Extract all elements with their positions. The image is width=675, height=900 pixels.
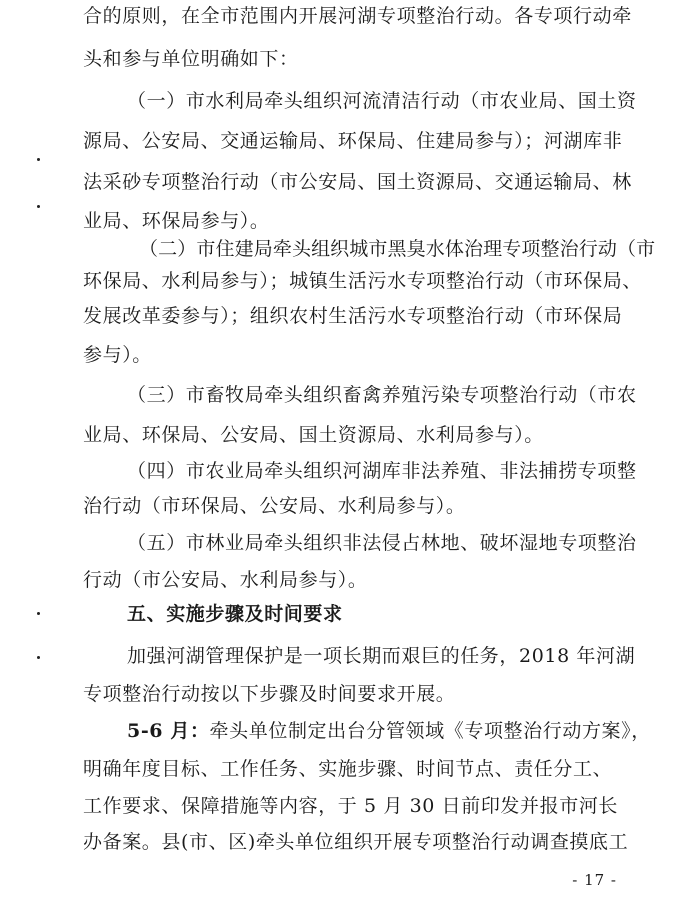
list-item-3-line: 业局、环保局、公安局、国土资源局、水利局参与）。 bbox=[83, 424, 544, 446]
list-item-1-line: 法采砂专项整治行动（市公安局、国土资源局、交通运输局、林 bbox=[83, 171, 632, 193]
paragraph-line: 合的原则，在全市范围内开展河湖专项整治行动。各专项行动牵 bbox=[83, 5, 632, 27]
paragraph-line: 头和参与单位明确如下： bbox=[83, 48, 299, 70]
step-line bbox=[127, 719, 651, 743]
margin-mark bbox=[37, 205, 40, 208]
paragraph-line: 加强河湖管理保护是一项长期而艰巨的任务，2018 年河湖 bbox=[127, 645, 636, 667]
list-item-5-line: （五）市林业局牵头组织非法侵占林地、破坏湿地专项整治 bbox=[127, 532, 637, 554]
list-item-1-line: 源局、公安局、交通运输局、环保局、住建局参与）；河湖库非 bbox=[83, 130, 623, 152]
step-label: 5-6 月： bbox=[127, 720, 210, 742]
list-item-1-line: 业局、环保局参与）。 bbox=[83, 210, 270, 232]
list-item-1-line: （一）市水利局牵头组织河流清洁行动（市农业局、国土资 bbox=[127, 90, 637, 112]
list-item-4-line: （四）市农业局牵头组织河湖库非法养殖、非法捕捞专项整 bbox=[127, 460, 637, 482]
list-item-2-line: （二）市住建局牵头组织城市黑臭水体治理专项整治行动（市 bbox=[139, 238, 656, 260]
list-item-3-line: （三）市畜牧局牵头组织畜禽养殖污染专项整治行动（市农 bbox=[127, 384, 637, 406]
section-heading: 五、实施步骤及时间要求 bbox=[127, 603, 343, 625]
list-item-5-line: 行动（市公安局、水利局参与）。 bbox=[83, 569, 368, 591]
list-item-2-line: 环保局、水利局参与）；城镇生活污水专项整治行动（市环保局、 bbox=[83, 270, 642, 292]
step-text: 牵头单位制定出台分管领域《专项整治行动方案》， bbox=[209, 720, 651, 742]
margin-mark bbox=[37, 158, 40, 161]
margin-mark bbox=[37, 656, 40, 659]
list-item-2-line: 参与）。 bbox=[83, 344, 152, 366]
list-item-4-line: 治行动（市环保局、公安局、水利局参与）。 bbox=[83, 495, 466, 517]
margin-mark bbox=[37, 612, 40, 615]
page-number: - 17 - bbox=[572, 871, 617, 889]
step-line: 明确年度目标、工作任务、实施步骤、时间节点、责任分工、 bbox=[83, 758, 613, 780]
step-line: 办备案。县(市、区)牵头单位组织开展专项整治行动调查摸底工 bbox=[83, 831, 629, 853]
list-item-2-line: 发展改革委参与）；组织农村生活污水专项整治行动（市环保局 bbox=[83, 305, 623, 327]
paragraph-line: 专项整治行动按以下步骤及时间要求开展。 bbox=[83, 683, 456, 705]
step-line: 工作要求、保障措施等内容，于 5 月 30 日前印发并报市河长 bbox=[83, 795, 619, 817]
